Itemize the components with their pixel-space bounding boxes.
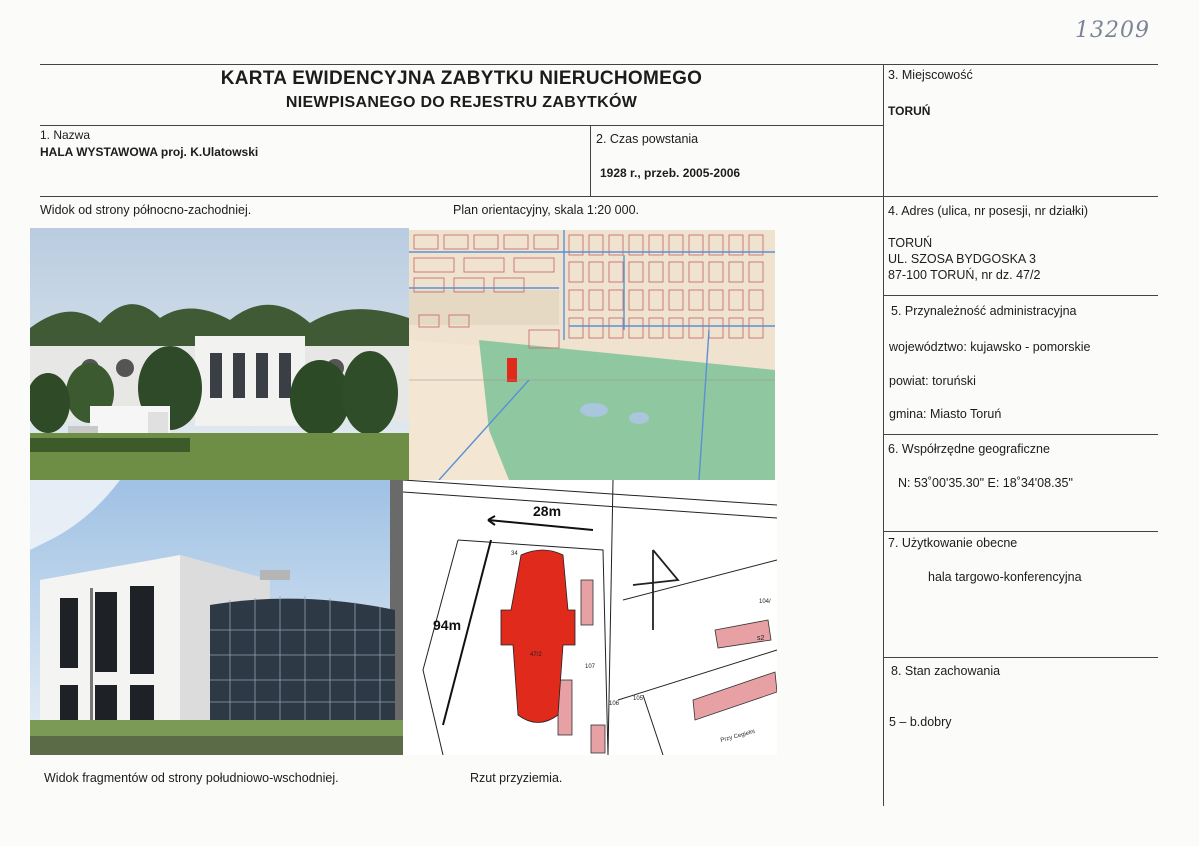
plan-width-dimension: 28m — [533, 503, 562, 519]
coordinates-label: 6. Współrzędne geograficzne — [888, 442, 1050, 456]
usage-label: 7. Użytkowanie obecne — [888, 536, 1018, 550]
card-subtitle: NIEWPISANEGO DO REJESTRU ZABYTKÓW — [285, 94, 638, 111]
locality-value: TORUŃ — [888, 104, 931, 118]
name-label: 1. Nazwa — [40, 128, 91, 142]
parcel-34: 34 — [511, 551, 518, 557]
card-title: KARTA EWIDENCYJNA ZABYTKU NIERUCHOMEGO — [220, 68, 703, 89]
admin-label: 5. Przynależność administracyjna — [891, 304, 1077, 318]
usage-bottom-border — [883, 657, 1158, 658]
photo-northwest-view — [30, 228, 409, 481]
ground-floor-plan — [403, 480, 777, 755]
address-label: 4. Adres (ulica, nr posesji, nr działki) — [888, 204, 1089, 218]
title-bottom-border — [40, 125, 883, 126]
orientation-map — [409, 230, 775, 480]
creation-time-value: 1928 r., przeb. 2005-2006 — [600, 166, 741, 180]
parcel-s2: s2 — [757, 635, 765, 642]
parcel-106: 106 — [609, 701, 620, 707]
address-line2: UL. SZOSA BYDGOSKA 3 — [888, 252, 1036, 266]
parcel-47: 47/2 — [530, 652, 542, 658]
address-bottom-border — [883, 295, 1158, 296]
caption-photo-se: Widok fragmentów od strony południowo-wschodniej. — [44, 771, 339, 785]
admin-voivodeship: województwo: kujawsko - pomorskie — [889, 340, 1091, 354]
coords-bottom-border — [883, 531, 1158, 532]
admin-bottom-border — [883, 434, 1158, 435]
top-border — [40, 64, 1158, 65]
address-line1: TORUŃ — [888, 236, 933, 250]
caption-map: Plan orientacyjny, skala 1:20 000. — [453, 203, 639, 217]
admin-commune: gmina: Miasto Toruń — [889, 407, 1002, 421]
parcel-104: 104/ — [759, 599, 771, 605]
coordinates-value: N: 53˚00'35.30" E: 18˚34'08.35" — [898, 476, 1073, 490]
inventory-number: 13209 — [1075, 18, 1150, 43]
admin-county: powiat: toruński — [889, 374, 976, 388]
caption-plan: Rzut przyziemia. — [470, 771, 563, 785]
creation-time-label: 2. Czas powstania — [596, 132, 699, 146]
name-time-divider — [590, 125, 591, 196]
plan-length-dimension: 94m — [433, 617, 462, 633]
locality-label: 3. Miejscowość — [888, 68, 973, 82]
row2-bottom-border — [40, 196, 1158, 197]
right-column-border — [883, 64, 884, 806]
name-value: HALA WYSTAWOWA proj. K.Ulatowski — [40, 145, 259, 159]
usage-value: hala targowo-konferencyjna — [928, 570, 1082, 584]
condition-value: 5 – b.dobry — [889, 715, 952, 729]
condition-label: 8. Stan zachowania — [891, 664, 1001, 678]
street-label: Przy Cegielni — [719, 728, 756, 744]
address-line3: 87-100 TORUŃ, nr dz. 47/2 — [888, 268, 1041, 282]
parcel-107: 107 — [585, 664, 596, 670]
caption-photo-nw: Widok od strony północno-zachodniej. — [40, 203, 252, 217]
parcel-105: 105 — [633, 696, 644, 702]
photo-southeast-view — [30, 480, 403, 755]
